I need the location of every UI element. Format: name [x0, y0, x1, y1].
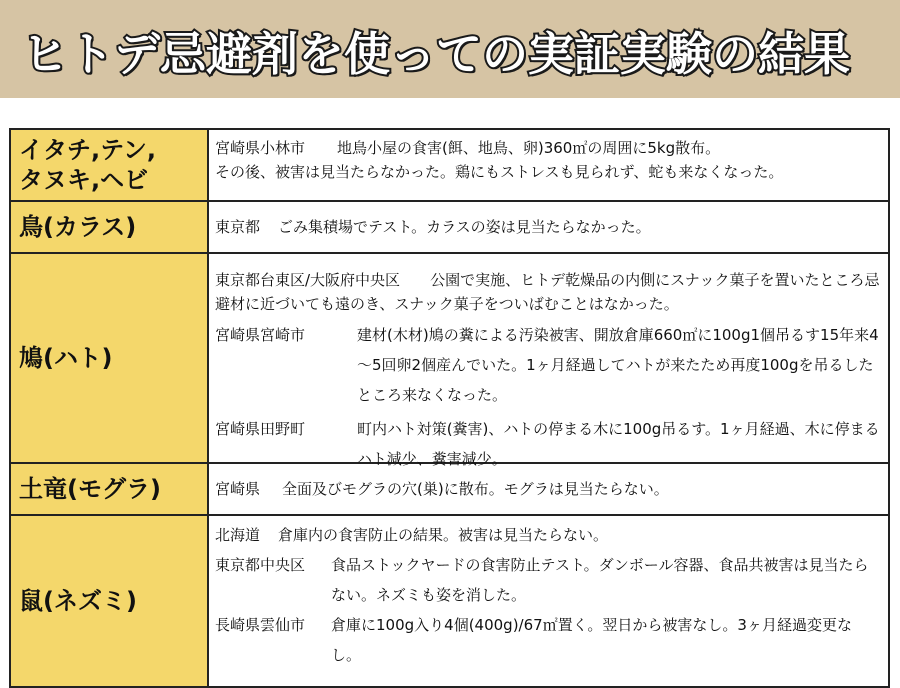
location-label: 東京都	[215, 218, 261, 236]
result-text: 倉庫に100g入り4個(400g)/67㎡置く。翌日から被害なし。3ヶ月経過変更なし。	[331, 616, 852, 664]
list-item	[215, 160, 880, 184]
row-content	[209, 202, 888, 252]
table-row	[11, 254, 888, 468]
result-text: 地鳥小屋の食害(餌、地鳥、卵)360㎡の周囲に5kg散布。	[337, 139, 721, 157]
location-label: 宮崎県田野町	[215, 420, 306, 438]
location-label: 長崎県雲仙市	[215, 616, 306, 634]
result-text: 公園で実施、ヒトデ乾燥品の内側にスナック菓子を置いたところ忌避材に近づいても遠のき、スナック菓子をついばむことはなかった。	[215, 271, 880, 313]
result-text: 食品ストックヤードの食害防止テスト。ダンボール容器、食品共被害は見当たらない。ネズミも姿を消した。	[331, 556, 869, 604]
page-title: ヒトデ忌避剤を使っての実証実験の結果	[22, 27, 850, 81]
table-row	[11, 516, 888, 686]
table-row	[11, 130, 888, 202]
animal-label: 鳩(ハト)	[11, 254, 209, 462]
list-item	[215, 320, 880, 410]
row-content	[209, 464, 888, 514]
list-item	[215, 550, 880, 610]
location-label: 宮崎県小林市	[215, 139, 306, 157]
table-row	[11, 202, 888, 254]
location-label: 東京都台東区/大阪府中央区	[215, 271, 401, 289]
row-content	[209, 516, 888, 686]
row-content	[209, 254, 888, 468]
result-text: 全面及びモグラの穴(巣)に散布。モグラは見当たらない。	[282, 480, 669, 498]
result-text: 倉庫内の食害防止の結果。被害は見当たらない。	[278, 526, 609, 544]
results-table	[9, 128, 890, 688]
list-item	[215, 268, 880, 316]
result-text: 町内ハト対策(糞害)、ハトの停まる木に100g吊るす。1ヶ月経過、木に停まるハト減少、糞害減少。	[357, 420, 880, 468]
animal-label: 鼠(ネズミ)	[11, 516, 209, 686]
animal-label: 鳥(カラス)	[11, 202, 209, 252]
row-content	[209, 130, 888, 200]
title-banner	[0, 0, 900, 98]
location-label: 東京都中央区	[215, 556, 306, 574]
list-item	[215, 136, 880, 160]
result-text: 建材(木材)鳩の糞による汚染被害、開放倉庫660㎡に100g1個吊るす15年来4～5回卵2個産んでいた。1ヶ月経過してハトが来たため再度100gを吊るしたところ来なくなった。	[357, 326, 879, 404]
list-item	[215, 610, 880, 670]
list-item	[215, 215, 651, 239]
table-row	[11, 464, 888, 516]
location-label: 宮崎県	[215, 480, 261, 498]
result-text: その後、被害は見当たらなかった。鶏にもストレスも見られず、蛇も来なくなった。	[215, 163, 784, 181]
list-item	[215, 520, 880, 550]
animal-label: イタチ,テン, タヌキ,ヘビ	[11, 130, 209, 200]
result-text: ごみ集積場でテスト。カラスの姿は見当たらなかった。	[278, 218, 651, 236]
list-item	[215, 477, 669, 501]
location-label: 北海道	[215, 526, 261, 544]
location-label: 宮崎県宮崎市	[215, 326, 306, 344]
animal-label: 土竜(モグラ)	[11, 464, 209, 514]
